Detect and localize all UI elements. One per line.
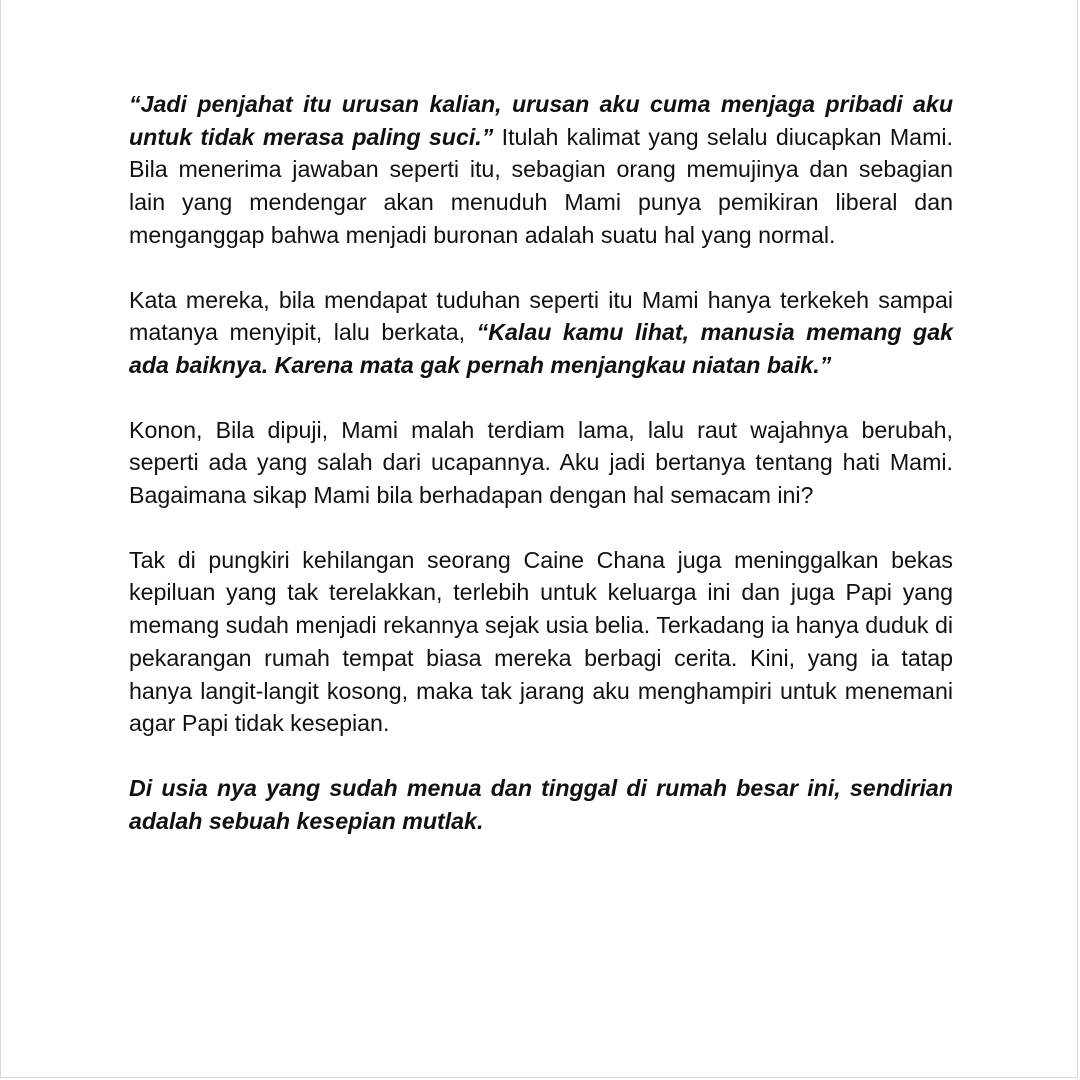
- document-body: [129, 88, 953, 869]
- quote-text: “Kalau kamu lihat, manusia memang gak ada baiknya. Karena mata gak pernah menjangkau niatan baik.”: [129, 319, 953, 378]
- narration-text: Itulah kalimat yang selalu diucapkan Mami. Bila menerima jawaban seperti itu, sebagian orang memujinya dan sebagian lain yang mendengar akan menuduh Mami punya pemikiran liberal dan menganggap bahwa menjadi buronan adalah suatu hal yang normal.: [129, 123, 953, 248]
- paragraph-5: [129, 772, 953, 837]
- narration-text: Konon, Bila dipuji, Mami malah terdiam lama, lalu raut wajahnya berubah, seperti ada yang salah dari ucapannya. Aku jadi bertanya tentang hati Mami. Bagaimana sikap Mami bila berhadapan dengan hal semacam ini?: [129, 416, 953, 509]
- quote-text: “Jadi penjahat itu urusan kalian, urusan aku cuma menjaga pribadi aku untuk tidak merasa paling suci.”: [129, 91, 953, 150]
- narration-text: Tak di pungkiri kehilangan seorang Caine Chana juga meninggalkan bekas kepiluan yang tak terelakkan, terlebih untuk keluarga ini dan juga Papi yang memang sudah menjadi rekannya sejak usia belia. Terkadang ia hanya duduk di pekarangan rumah tempat biasa mereka berbagi cerita. Kini, yang ia tatap hanya langit-langit kosong, maka tak jarang aku menghampiri untuk menemani agar Papi tidak kesepian.: [129, 546, 953, 737]
- narration-text: Kata mereka, bila mendapat tuduhan seperti itu Mami hanya terkekeh sampai matanya menyipit, lalu berkata,: [129, 286, 953, 346]
- emphasis-text: Di usia nya yang sudah menua dan tinggal di rumah besar ini, sendirian adalah sebuah kesepian mutlak.: [129, 774, 953, 834]
- paragraph-3: [129, 414, 953, 512]
- paragraph-1: [129, 88, 953, 252]
- paragraph-2: [129, 284, 953, 382]
- paragraph-4: [129, 544, 953, 740]
